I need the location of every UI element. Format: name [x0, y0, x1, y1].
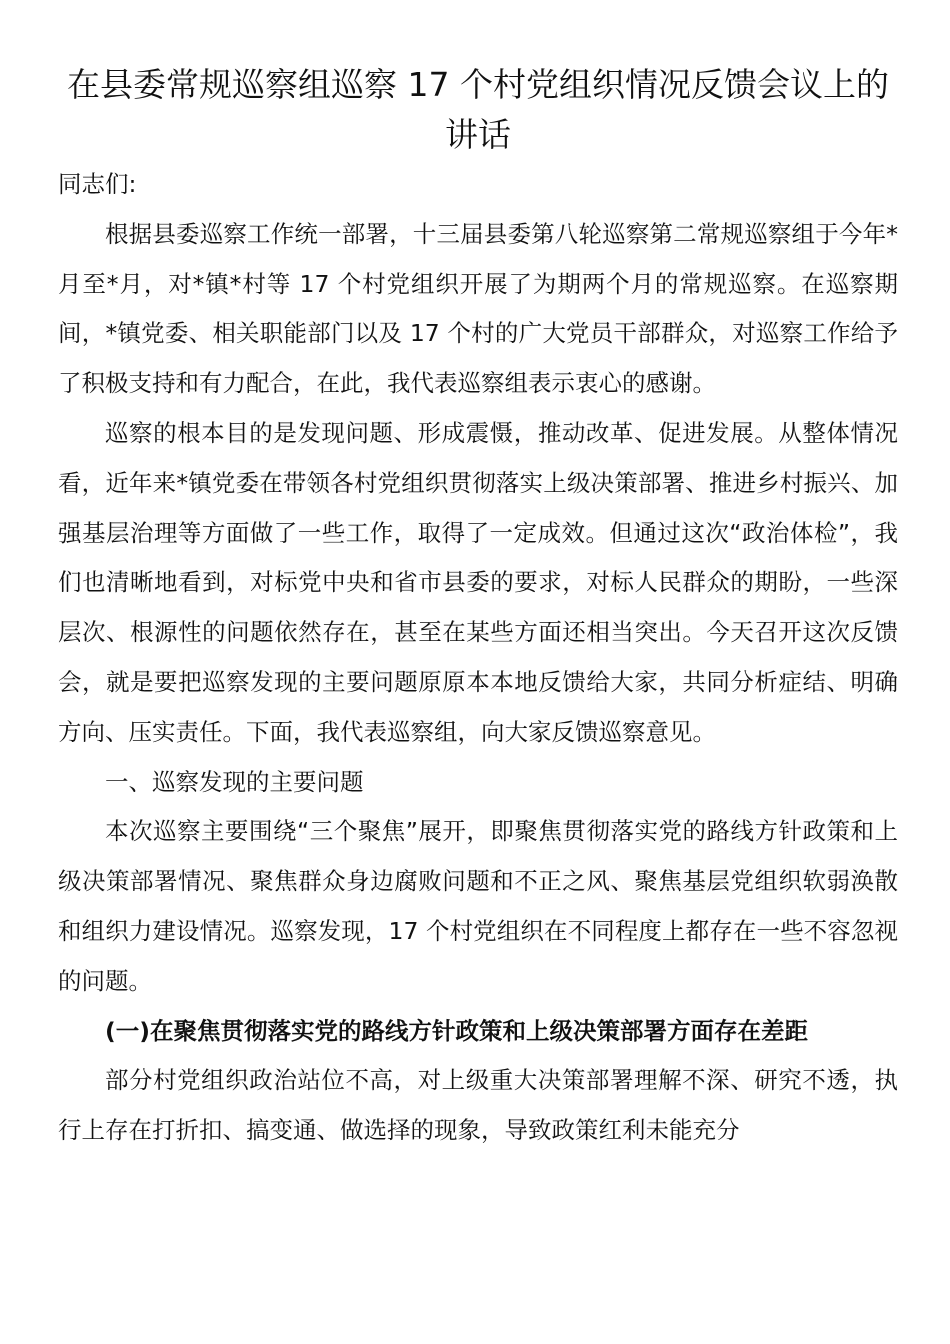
paragraph-purpose: 巡察的根本目的是发现问题、形成震慑，推动改革、促进发展。从整体情况看，近年来*镇党委在带领各村党组织贯彻落实上级决策部署、推进乡村振兴、加强基层治理等方面做了一些工作，取得了一定成效。但通过这次“政治体检”，我们也清晰地看到，对标党中央和省市县委的要求，对标人民群众的期盼，一些深层次、根源性的问题依然存在，甚至在某些方面还相当突出。今天召开这次反馈会，就是要把巡察发现的主要问题原原本本地反馈给大家，共同分析症结、明确方向、压实责任。下面，我代表巡察组，向大家反馈巡察意见。: [58, 418, 898, 746]
salutation: 同志们:: [58, 170, 137, 198]
subsection-heading: (一)在聚焦贯彻落实党的路线方针政策和上级决策部署方面存在差距: [105, 1016, 808, 1045]
document-page: [58, 60, 898, 1156]
paragraph-intro: 根据县委巡察工作统一部署，十三届县委第八轮巡察第二常规巡察组于今年*月至*月，对*镇*村等 17 个村党组织开展了为期两个月的常规巡察。在巡察期间，*镇党委、相关职能部门以及 17 个村的广大党员干部群众，对巡察工作给予了积极支持和有力配合，在此，我代表巡察组表示衷心的感谢。: [58, 219, 898, 398]
section-intro: 本次巡察主要围绕“三个聚焦”展开，即聚焦贯彻落实党的路线方针政策和上级决策部署情况、聚焦群众身边腐败问题和不正之风、聚焦基层党组织软弱涣散和组织力建设情况。巡察发现，17 个村党组织在不同程度上都存在一些不容忽视的问题。: [58, 817, 898, 995]
subsection-text: 部分村党组织政治站位不高，对上级重大决策部署理解不深、研究不透，执行上存在打折扣、搞变通、做选择的现象，导致政策红利未能充分: [58, 1066, 898, 1145]
document-title: 在县委常规巡察组巡察 17 个村党组织情况反馈会议上的讲话: [67, 65, 889, 154]
section-heading: 一、巡察发现的主要问题: [105, 767, 364, 796]
